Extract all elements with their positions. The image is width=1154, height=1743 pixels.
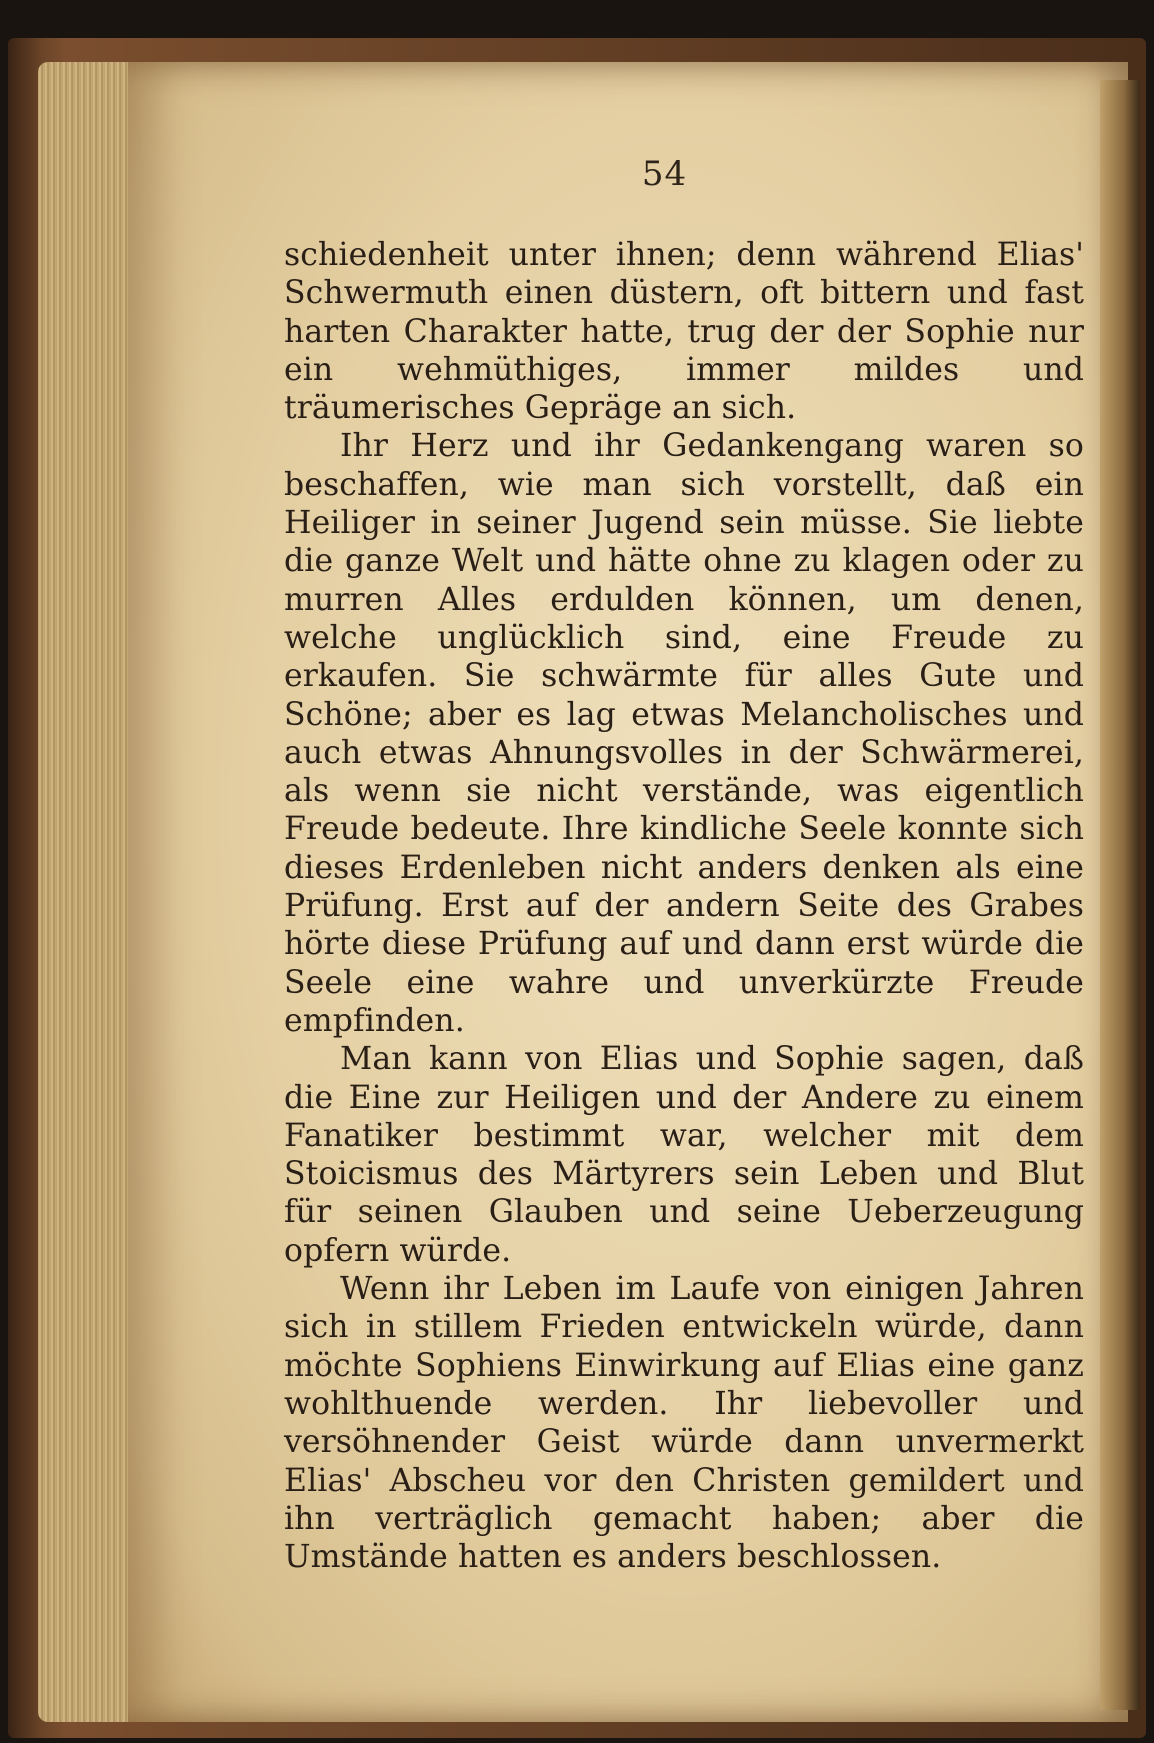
paragraph-3: Man kann von Elias und Sophie sagen, daß die Eine zur Heiligen und der Andere zu einem Fanatiker bestimmt war, welcher mit dem Stoicismus des Märtyrers sein Leben und Blut für seinen Glauben und seine Ueberzeugung opfern würde. (284, 1041, 1084, 1269)
page-body-text (284, 236, 1084, 1576)
page-number: 54 (641, 154, 688, 194)
paragraph-4: Wenn ihr Leben im Laufe von einigen Jahren sich in stillem Frieden entwickeln würde, dann möchte Sophiens Einwirkung auf Elias eine ganz wohlthuende werden. Ihr liebevoller und versöhnender Geist würde dann unvermerkt Elias' Abscheu vor den Christen gemildert und ihn verträglich gemacht haben; aber die Umstände hatten es anders beschlossen. (284, 1271, 1084, 1576)
paragraph-1: schiedenheit unter ihnen; denn während Elias' Schwermuth einen düstern, oft bittern und fast harten Charakter hatte, trug der der Sophie nur ein wehmüthiges, immer mildes und träumerisches Gepräge an sich. (284, 237, 1084, 427)
paragraph-2: Ihr Herz und ihr Gedankengang waren so beschaffen, wie man sich vorstellt, daß ein Heiliger in seiner Jugend sein müsse. Sie liebte die ganze Welt und hätte ohne zu klagen oder zu murren Alles erdulden können, um denen, welche unglücklich sind, eine Freude zu erkaufen. Sie schwärmte für alles Gute und Schöne; aber es lag etwas Melancholisches und auch etwas Ahnungsvolles in der Schwärmerei, als wenn sie nicht verstände, was eigentlich Freude bedeute. Ihre kindliche Seele konnte sich dieses Erdenleben nicht anders denken als eine Prüfung. Erst auf der andern Seite des Grabes hörte diese Prüfung auf und dann erst würde die Seele eine wahre und unverkürzte Freude empfinden. (284, 428, 1084, 1039)
facing-page-edge (1100, 80, 1140, 1710)
